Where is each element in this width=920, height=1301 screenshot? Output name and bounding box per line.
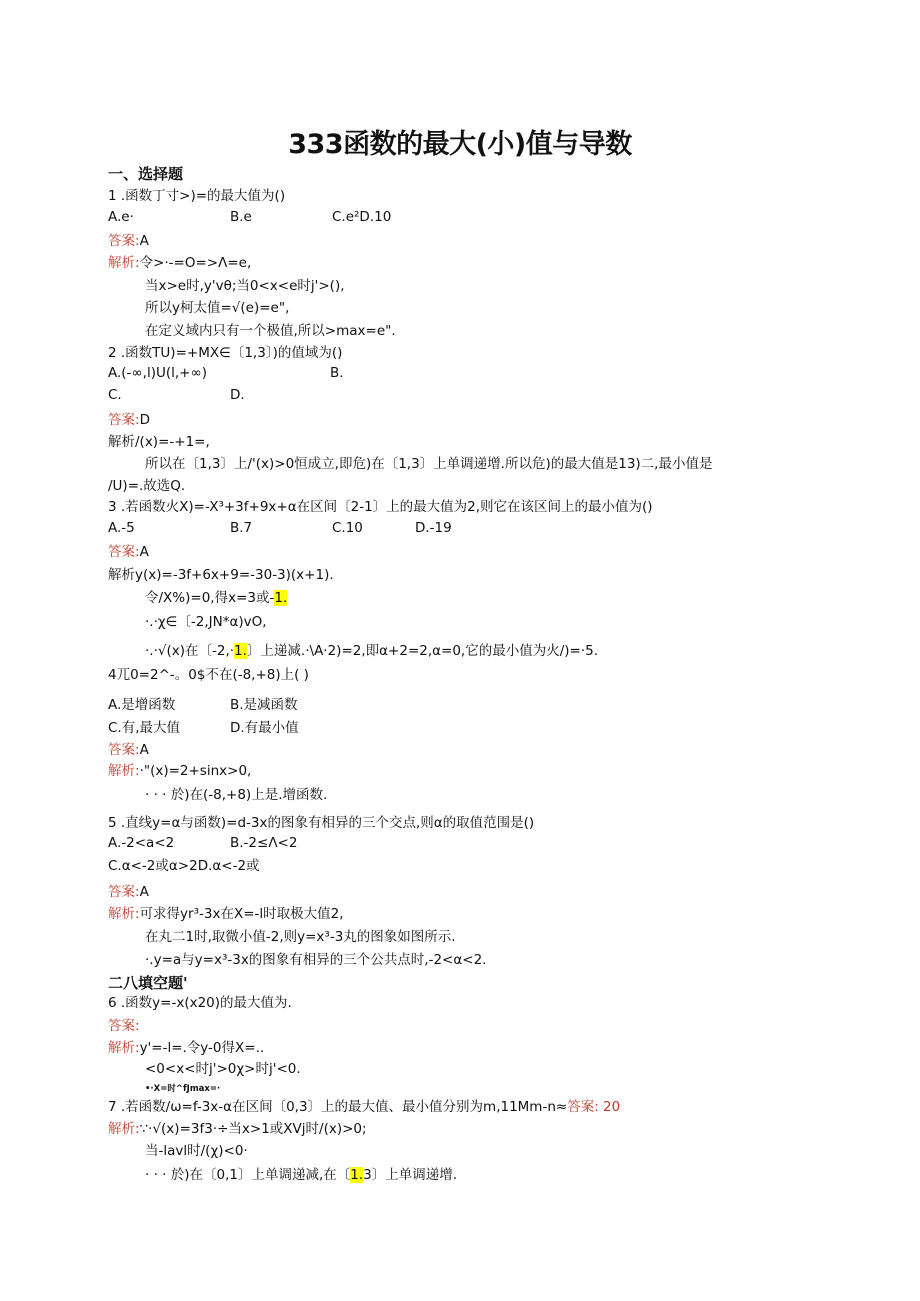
q6-answer-row: [108, 1017, 140, 1035]
q7-analysis-line: [145, 1166, 457, 1184]
q6-analysis-row: [108, 1039, 264, 1057]
q3-analysis-text: 〕上递减.·\A·2)=2,即α+2=2,α=0,它的最小值为火/)=·5.: [246, 643, 599, 659]
q3-analysis-line: [145, 642, 598, 660]
answer-label: 答案:: [108, 1018, 140, 1034]
q5-stem: 5 .直线y=α与函数)=d-3x的图象有相异的三个交点,则α的取值范围是(): [108, 815, 535, 831]
analysis-label: 解析:: [108, 906, 140, 922]
q2-option-c: C.: [108, 387, 122, 403]
q1-option-b: B.e: [230, 209, 252, 225]
q4-stem: 4兀0=2^-。0$不在(-8,+8)上( ): [108, 667, 309, 683]
q3-answer: A: [139, 544, 149, 560]
q2-analysis-line: 所以在〔1,3〕上/'(x)>0恒成立,即危)在〔1,3〕上单调递增.所以危)的最大值是13)二,最小值是: [145, 456, 713, 472]
q4-answer: A: [139, 742, 149, 758]
q1-answer-row: [108, 232, 149, 250]
q7-analysis-line: 当-lavl时/(χ)<0·: [145, 1143, 248, 1159]
q5-option-cd: C.α<-2或α>2D.α<-2或: [108, 858, 260, 874]
q4-answer-row: [108, 741, 149, 759]
analysis-label: 解析:: [108, 763, 140, 779]
q2-stem: 2 .函数TU)=+MX∈〔1,3〕)的值域为(): [108, 345, 343, 361]
q3-option-b: B.7: [230, 520, 253, 536]
q4-analysis-row: [108, 762, 251, 780]
q3-analysis-text: 令/X%)=0,得x=3或-: [145, 590, 275, 606]
highlight-mark: 1.: [234, 643, 247, 659]
q5-answer-row: [108, 883, 149, 901]
q4-option-a: A.是增函数: [108, 697, 176, 713]
answer-label: 答案:: [108, 233, 140, 249]
q7-answer-inline: 答案: 20: [567, 1099, 621, 1115]
q7-stem-row: [108, 1098, 620, 1116]
q2-option-b: B.: [330, 365, 344, 381]
q1-option-cd: C.e²D.10: [332, 209, 392, 225]
q5-option-b: B.-2≤Λ<2: [230, 835, 298, 851]
q2-option-a: A.(-∞,l)U(l,+∞): [108, 365, 207, 381]
q5-option-a: A.-2<a<2: [108, 835, 175, 851]
highlight-mark: 1.: [350, 1167, 364, 1183]
q5-analysis-row: [108, 905, 344, 923]
q3-answer-row: [108, 543, 149, 561]
q3-option-c: C.10: [332, 520, 363, 536]
answer-label: 答案:: [108, 884, 140, 900]
q5-analysis-line: 在丸二1时,取微小值-2,则y=x³-3丸的图象如图所示.: [145, 929, 456, 945]
q3-analysis-lead: 解析y(x)=-3f+6x+9=-30-3)(x+1).: [108, 567, 334, 583]
analysis-label: 解析:: [108, 1121, 140, 1137]
q2-analysis-line: /U)=.故选Q.: [108, 478, 186, 494]
q1-analysis-line: 在定义域内只有一个极值,所以>max=e".: [145, 323, 396, 339]
q1-analysis-line: 所以y柯太值=√(e)=e",: [145, 300, 290, 316]
q6-analysis-small: •·X=时^fJmax=·: [145, 1084, 221, 1094]
q4-option-b: B.是减函数: [230, 697, 298, 713]
answer-label: 答案:: [108, 412, 140, 428]
q1-analysis-row: [108, 254, 251, 272]
q7-analysis-line: ∵·√(x)=3f3·÷当x>1或XVj时/(x)>0;: [139, 1121, 367, 1137]
analysis-label: 解析:: [108, 1040, 140, 1056]
q2-answer-row: [108, 411, 150, 429]
q1-analysis-line: 令>·-=O=>Λ=e,: [139, 255, 252, 271]
q1-analysis-line: 当x>e时,y'vθ;当0<x<e时j'>(),: [145, 278, 345, 294]
q3-option-d: D.-19: [415, 520, 452, 536]
highlight-mark: 1.: [274, 590, 288, 606]
analysis-label: 解析:: [108, 255, 140, 271]
page-title: 333函数的最大(小)值与导数: [288, 129, 632, 160]
q4-analysis-line: · · · 於)在(-8,+8)上是.增函数.: [145, 787, 328, 803]
q7-analysis-text: · · · 於)在〔0,1〕上单调递减,在〔: [145, 1167, 351, 1183]
answer-label: 答案:: [108, 742, 140, 758]
q5-analysis-line: 可求得yr³-3x在X=-l时取极大值2,: [139, 906, 344, 922]
q6-analysis-line: <0<x<时j'>0χ>时j'<0.: [145, 1061, 301, 1077]
answer-label: 答案:: [108, 544, 140, 560]
q5-answer: A: [139, 884, 149, 900]
q7-stem: 7 .若函数/ω=f-3x-α在区间〔0,3〕上的最大值、最小值分别为m,11Mm-n≈: [108, 1099, 568, 1115]
q3-option-a: A.-5: [108, 520, 135, 536]
q2-answer: D: [139, 412, 150, 428]
q7-analysis-text: 3〕上单调递增.: [363, 1167, 458, 1183]
q7-analysis-row: [108, 1120, 367, 1138]
q3-analysis-line: [145, 589, 287, 607]
q4-option-d: D.有最小值: [230, 720, 299, 736]
q2-option-d: D.: [230, 387, 245, 403]
q2-analysis-lead: 解析/(x)=-+1=,: [108, 434, 210, 450]
q6-analysis-line: y'=-l=.令y-0得X=..: [139, 1040, 265, 1056]
q3-analysis-line: ·.·χ∈〔-2,JN*α)vO,: [145, 614, 267, 630]
q3-analysis-text: ·.·√(x)在〔-2,·: [145, 643, 235, 659]
q4-analysis-line: ·"(x)=2+sinx>0,: [139, 763, 252, 779]
q3-stem: 3 .若函数火X)=-X³+3f+9x+α在区间〔2-1〕上的最大值为2,则它在该区间上的最小值为(): [108, 499, 653, 515]
q5-analysis-line: ·.y=a与y=x³-3x的图象有相异的三个公共点时,-2<α<2.: [145, 952, 487, 968]
section-heading-choice: 一、选择题: [108, 165, 184, 183]
q1-answer: A: [139, 233, 149, 249]
q1-stem: 1 .函数丁寸>)=的最大值为(): [108, 188, 286, 204]
q6-stem: 6 .函数y=-x(x20)的最大值为.: [108, 995, 292, 1011]
section-heading-fill: 二八填空题': [108, 974, 188, 992]
q1-option-a: A.e·: [108, 209, 134, 225]
q4-option-c: C.有,最大值: [108, 720, 181, 736]
